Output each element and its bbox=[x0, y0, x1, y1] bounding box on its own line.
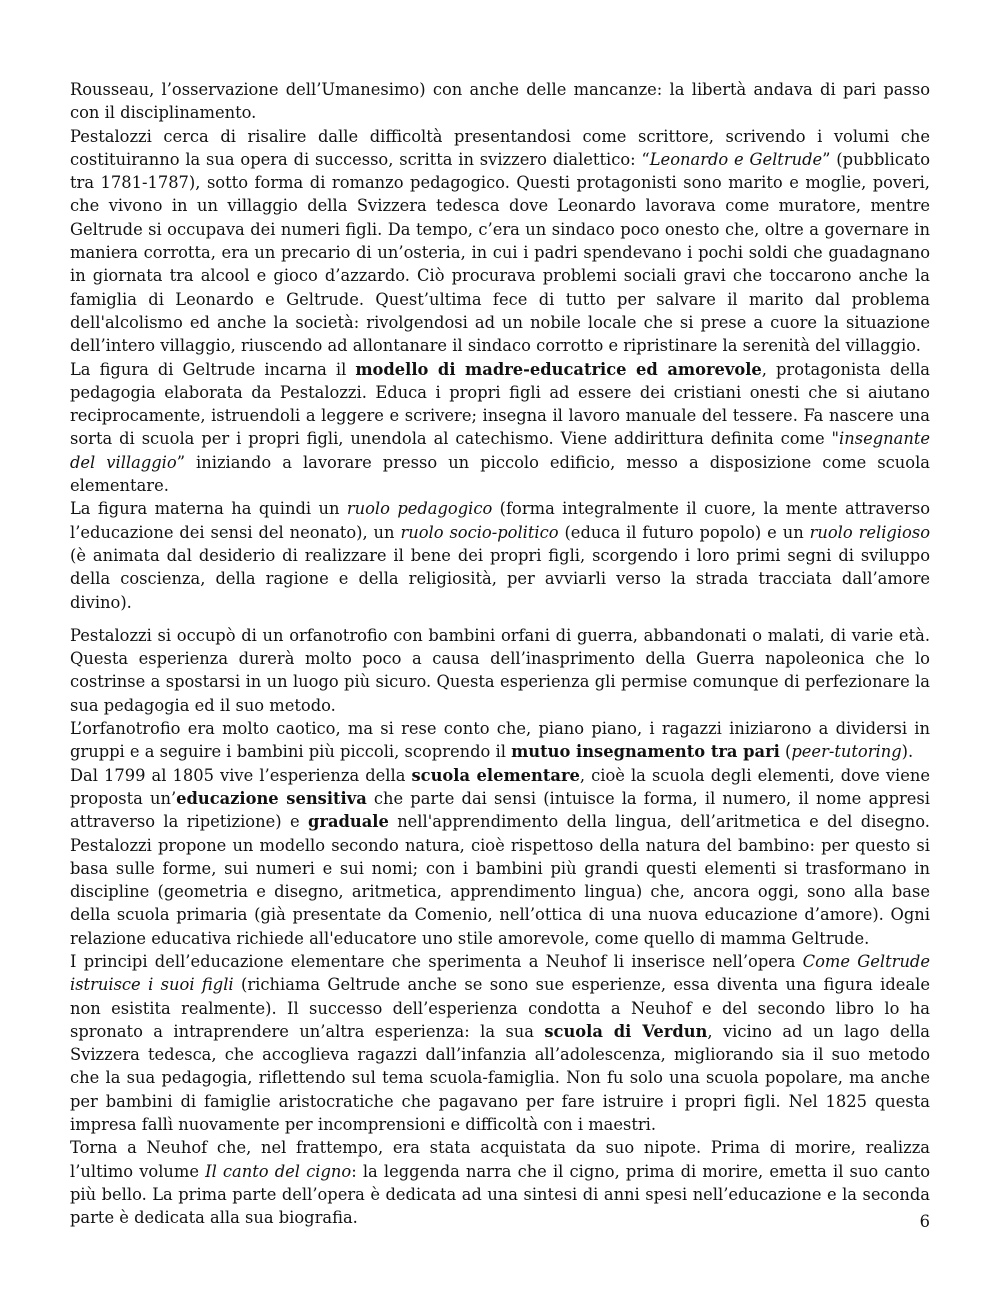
text-run: nell'apprendimento della lingua, dell’aritmetica e del disegno. Pestalozzi propone un modello secondo natura, cioè rispettoso della natura del bambino: per questo si basa sulle forme, sui numeri e sui nomi; con i bambini più grandi questi elementi si trasformano in discipline (geometria e disegno, aritmetica, apprendimento lingua) che, ancora oggi, sono alla base della scuola primaria (già presentate da Comenio, nell’ottica di una nuova educazione d’amore). Ogni relazione educativa richiede all'educatore uno stile amorevole, come quello di mamma Geltrude. bbox=[70, 812, 930, 948]
italic-term: ruolo religioso bbox=[809, 522, 931, 542]
text-run: (educa il futuro popolo) e un bbox=[558, 522, 810, 542]
italic-term: ruolo pedagogico bbox=[346, 499, 493, 519]
bold-term: mutuo insegnamento tra pari bbox=[511, 742, 780, 762]
paragraph-rousseau-continuation bbox=[70, 78, 930, 125]
text-run: Rousseau, l’osservazione dell’Umanesimo) con anche delle mancanze: la libertà andava di pari passo con il disciplinamento. bbox=[70, 80, 930, 123]
text-run: : la leggenda narra che il cigno, prima di morire, emetta il suo canto più bello. La prima parte dell’opera è dedicata ad una sintesi di anni spesi nell’educazione e la seconda parte è dedicata alla sua biografia. bbox=[70, 1161, 931, 1228]
bold-term: scuola di Verdun bbox=[544, 1021, 708, 1041]
text-run: , protagonista della pedagogia elaborata da Pestalozzi. Educa i propri figli ad essere dei cristiani onesti che si aiutano reciprocamente, istruendoli a leggere e scrivere; insegna il lavoro manuale del tessere. Fa nascere una sorta di scuola per i propri figli, unendola al catechismo. Viene addirittura definita come " bbox=[70, 359, 930, 449]
paragraph-leonardo-e-geltrude bbox=[70, 125, 930, 358]
italic-term: Leonardo e Geltrude bbox=[649, 149, 823, 169]
bold-term: modello di madre-educatrice ed amorevole bbox=[355, 359, 762, 379]
page-number: 6 bbox=[919, 1212, 930, 1231]
text-run: (è animata dal desiderio di realizzare il bene dei propri figli, scorgendo i loro primi segni di sviluppo della coscienza, della ragione e della religiosità, per avviarli verso la strada tracciata dall’amore divino). bbox=[70, 545, 930, 612]
text-run: La figura materna ha quindi un bbox=[70, 499, 347, 519]
paragraph-canto-del-cigno bbox=[70, 1136, 930, 1229]
text-run: I principi dell’educazione elementare che sperimenta a Neuhof li inserisce nell’opera bbox=[70, 951, 803, 971]
text-run: ” (pubblicato tra 1781-1787), sotto forma di romanzo pedagogico. Questi protagonisti sono marito e moglie, poveri, che vivono in un villaggio della Svizzera tedesca dove Leonardo lavorava come muratore, mentre Geltrude si occupava dei numeri figli. Da tempo, c’era un sindaco poco onesto che, oltre a governare in maniera corrotta, era un precario di un’osteria, in cui i padri spendevano i pochi soldi che guadagnano in giornata tra alcool e gioco d’azzardo. Ciò procurava problemi sociali gravi che toccarono anche la famiglia di Leonardo e Geltrude. Quest’ultima fece di tutto per salvare il marito dal problema dell'alcolismo ed anche la società: rivolgendosi ad un nobile locale che si prese a cuore la situazione dell’intero villaggio, riuscendo ad allontanare il sindaco corrotto e ripristinare la serenità del villaggio. bbox=[70, 149, 930, 356]
italic-term: ruolo socio-politico bbox=[400, 522, 559, 542]
text-run: che parte dai sensi (intuisce la forma, il numero, il nome appresi attraverso la ripetizione) e bbox=[70, 788, 930, 832]
text-run: , cioè la scuola degli elementi, dove viene proposta un’ bbox=[70, 765, 930, 808]
italic-term: peer-tutoring bbox=[791, 742, 902, 762]
text-run: La figura di Geltrude incarna il bbox=[70, 359, 356, 379]
italic-term: Come Geltrude istruisce i suoi figli bbox=[70, 951, 930, 995]
paragraph-orphanage bbox=[70, 624, 930, 717]
text-run: ). bbox=[901, 742, 914, 762]
text-run: Dal 1799 al 1805 vive l’esperienza della bbox=[70, 765, 412, 785]
italic-term: Il canto del cigno bbox=[205, 1161, 352, 1181]
paragraph-peer-tutoring bbox=[70, 717, 930, 764]
italic-term: insegnante del villaggio bbox=[70, 429, 930, 472]
document-body bbox=[70, 78, 930, 1230]
text-run: Torna a Neuhof che, nel frattempo, era stata acquistata da suo nipote. Prima di morire, realizza l’ultimo volume bbox=[70, 1138, 930, 1181]
paragraph-maternal-roles bbox=[70, 497, 930, 613]
text-run: Pestalozzi cerca di risalire dalle difficoltà presentandosi come scrittore, scrivendo i volumi che costituiranno la sua opera di successo, scritta in svizzero dialettico: “ bbox=[70, 126, 930, 169]
paragraph-neuhof-verdun bbox=[70, 950, 930, 1136]
bold-term: graduale bbox=[307, 812, 389, 832]
text-run: Pestalozzi si occupò di un orfanotrofio con bambini orfani di guerra, abbandonati o malati, di varie età. Questa esperienza durerà molto poco a causa dell’inasprimento della Guerra napoleonica che lo costrinse a spostarsi in un luogo più sicuro. Questa esperienza gli permise comunque di perfezionare la sua pedagogia ed il suo metodo. bbox=[70, 625, 930, 715]
text-run: L’orfanotrofio era molto caotico, ma si rese conto che, piano piano, i ragazzi iniziarono a dividersi in gruppi e a seguire i bambini più piccoli, scoprendo il bbox=[70, 719, 930, 762]
bold-term: scuola elementare bbox=[411, 765, 580, 785]
text-run: (forma integralmente il cuore, la mente attraverso l’educazione dei sensi del neonato), un bbox=[70, 499, 930, 542]
bold-term: educazione sensitiva bbox=[176, 788, 367, 808]
text-run: , vicino ad un lago della Svizzera tedesca, che accoglieva ragazzi dall’infanzia all’adolescenza, migliorando sia il suo metodo che la sua pedagogia, riflettendo sul tema scuola-famiglia. Non fu solo una scuola popolare, ma anche per bambini di famiglie aristocratiche che pagavano per fare istruire i propri figli. Nel 1825 questa impresa fallì nuovamente per incomprensioni e difficoltà con i maestri. bbox=[70, 1021, 930, 1135]
paragraph-geltrude-figure bbox=[70, 358, 930, 498]
text-run: ( bbox=[779, 742, 792, 762]
text-run: (richiama Geltrude anche se sono sue esperienze, essa diventa una figura ideale non esistita realmente). Il successo dell’esperienza condotta a Neuhof e del secondo libro lo ha spronato a intraprendere un’altra esperienza: la sua bbox=[70, 975, 930, 1041]
text-run: ” iniziando a lavorare presso un piccolo edificio, messo a disposizione come scuola elementare. bbox=[70, 452, 930, 496]
paragraph-elementary-school bbox=[70, 764, 930, 950]
